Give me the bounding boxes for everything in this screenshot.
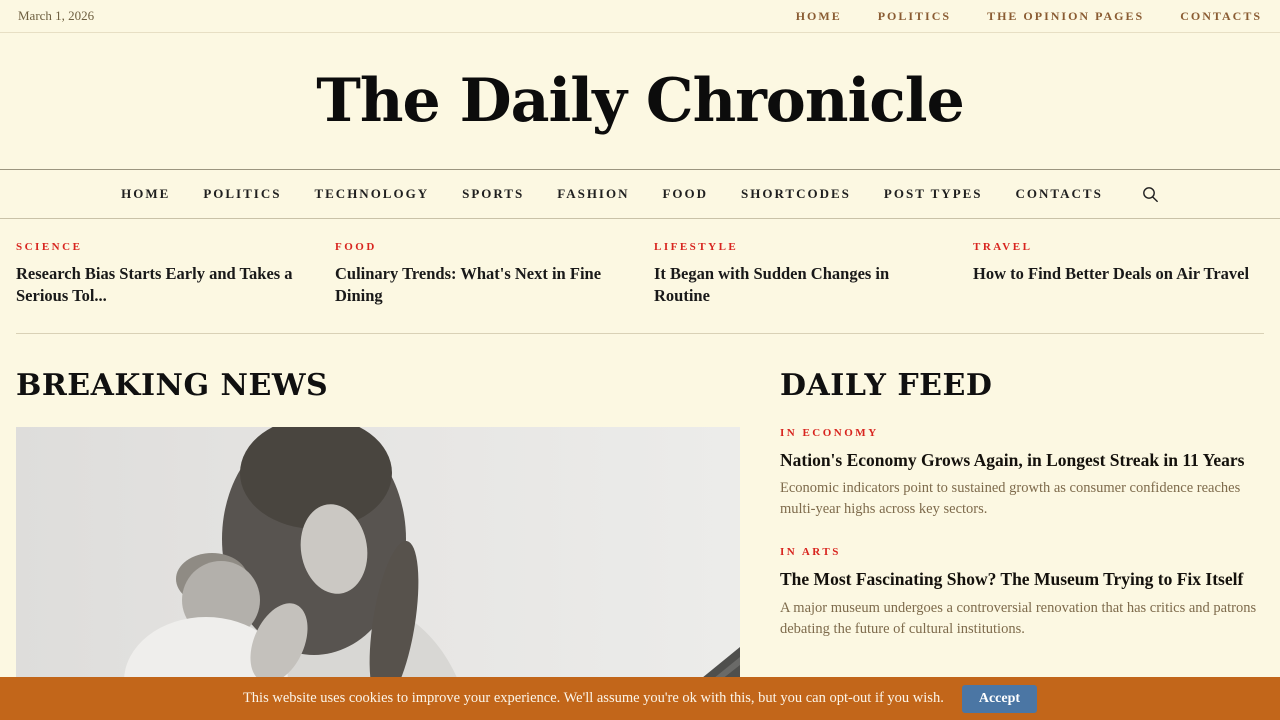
category-link-economy[interactable]: IN ECONOMY bbox=[780, 426, 879, 439]
topbar-link-contacts[interactable]: CONTACTS bbox=[1180, 8, 1262, 23]
nav-item-politics[interactable]: POLITICS bbox=[203, 186, 282, 201]
site-logo[interactable]: The Daily Chronicle bbox=[316, 66, 964, 136]
feed-article-excerpt: Economic indicators point to sustained growth as consumer confidence reaches multi-year highs across key sectors. bbox=[780, 480, 1241, 518]
hero-article-image[interactable] bbox=[16, 427, 740, 709]
topbar-link-politics[interactable]: POLITICS bbox=[877, 8, 952, 23]
nav-item-food[interactable]: FOOD bbox=[662, 186, 709, 201]
nav-item-sports[interactable]: SPORTS bbox=[462, 186, 525, 201]
nav-item-home[interactable]: HOME bbox=[121, 186, 171, 201]
cookie-consent-bar bbox=[0, 677, 1280, 720]
nav-item-fashion[interactable]: FASHION bbox=[557, 186, 630, 201]
feed-item bbox=[780, 427, 1264, 521]
featured-article-title[interactable]: Research Bias Starts Early and Takes a Serious Tol... bbox=[16, 264, 293, 305]
breaking-news-section bbox=[16, 334, 740, 709]
category-link-food[interactable]: FOOD bbox=[335, 241, 377, 253]
featured-item bbox=[654, 241, 945, 307]
main-content bbox=[0, 334, 1280, 709]
feed-article-title[interactable]: Nation's Economy Grows Again, in Longest Streak in 11 Years bbox=[780, 449, 1245, 470]
featured-item bbox=[16, 241, 307, 307]
daily-feed-section bbox=[780, 334, 1264, 709]
topbar-link-opinion-pages[interactable]: THE OPINION PAGES bbox=[987, 8, 1145, 23]
current-date: March 1, 2026 bbox=[18, 8, 95, 23]
nav-item-post-types[interactable]: POST TYPES bbox=[883, 186, 983, 201]
main-navigation bbox=[0, 169, 1280, 219]
search-icon[interactable] bbox=[1142, 186, 1159, 203]
top-bar bbox=[0, 0, 1280, 33]
cookie-message: This website uses cookies to improve your experience. We'll assume you're ok with this, but you can opt-out if you wish. bbox=[242, 690, 944, 706]
daily-feed-heading: DAILY FEED bbox=[780, 367, 993, 403]
breaking-news-heading: BREAKING NEWS bbox=[16, 367, 329, 403]
featured-item bbox=[973, 241, 1264, 307]
featured-strip bbox=[16, 219, 1264, 334]
featured-article-title[interactable]: Culinary Trends: What's Next in Fine Dining bbox=[335, 264, 602, 305]
feed-article-excerpt: A major museum undergoes a controversial renovation that has critics and patrons debating the future of cultural institutions. bbox=[780, 600, 1257, 638]
category-link-travel[interactable]: TRAVEL bbox=[973, 241, 1033, 253]
feed-article-title[interactable]: The Most Fascinating Show? The Museum Trying to Fix Itself bbox=[780, 569, 1244, 590]
nav-item-shortcodes[interactable]: SHORTCODES bbox=[741, 186, 851, 201]
top-bar-menu bbox=[796, 9, 1262, 24]
category-link-arts[interactable]: IN ARTS bbox=[780, 546, 841, 559]
featured-item bbox=[335, 241, 626, 307]
feed-item bbox=[780, 546, 1264, 640]
category-link-lifestyle[interactable]: LIFESTYLE bbox=[654, 241, 739, 253]
topbar-link-home[interactable]: HOME bbox=[795, 8, 842, 23]
nav-item-contacts[interactable]: CONTACTS bbox=[1015, 186, 1103, 201]
accept-cookies-button[interactable]: Accept bbox=[962, 685, 1037, 713]
nav-item-technology[interactable]: TECHNOLOGY bbox=[314, 186, 430, 201]
masthead bbox=[0, 33, 1280, 169]
featured-article-title[interactable]: It Began with Sudden Changes in Routine bbox=[654, 264, 890, 305]
featured-article-title[interactable]: How to Find Better Deals on Air Travel bbox=[973, 264, 1250, 283]
category-link-science[interactable]: SCIENCE bbox=[16, 241, 83, 253]
